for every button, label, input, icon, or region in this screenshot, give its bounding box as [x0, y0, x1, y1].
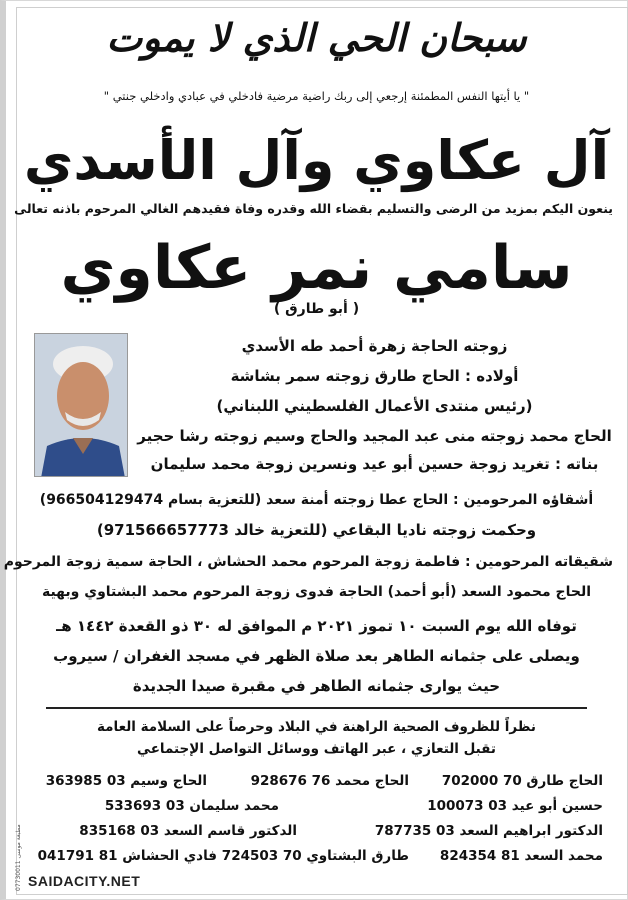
brothers-line: أشقاؤه المرحومين : الحاج عطا زوجته أمنة سعد (للتعزية بسام 966504129474) — [39, 492, 594, 508]
sisters-line: شقيقاته المرحومين : فاطمة زوجة المرحوم محمد الحشاش ، الحاجة سمية زوجة المرحوم — [3, 554, 613, 570]
deceased-photo — [34, 333, 128, 477]
brothers-line-2: وحكمت زوجته ناديا البقاعي (للتعزية خالد 971566657773) — [96, 521, 537, 539]
prayer-line: ويصلى على جثمانه الطاهر بعد صلاة الظهر في مسجد الغفران / سيروب — [53, 647, 580, 665]
contact-qassem: الدكتور قاسم السعد 03 835168 — [79, 823, 297, 839]
wife-line: زوجته الحاجة زهرة أحمد طه الأسدي — [241, 337, 508, 355]
sons-line-2: الحاج محمد زوجته منى عبد المجيد والحاج وسيم زوجته رشا حجير — [137, 427, 612, 445]
top-calligraphy-title: سبحان الحي الذي لا يموت — [106, 15, 527, 60]
contact-tareq-bashtawi: طارق البشتاوي 70 724503 — [221, 848, 409, 864]
deceased-name: سامي نمر عكاوي — [60, 233, 573, 303]
deceased-nickname: ( أبو طارق ) — [273, 301, 360, 317]
contact-wassim: الحاج وسيم 03 363985 — [45, 773, 207, 789]
burial-line: حيث يوارى جثمانه الطاهر في مقبرة صيدا الجديدة — [132, 677, 501, 695]
portrait-image — [35, 334, 128, 477]
quran-verse: " يا أيتها النفس المطمئنة إرجعي إلى ربك راضية مرضية فادخلي في عبادي وادخلي جنتي " — [103, 89, 530, 103]
divider-line — [46, 707, 587, 709]
contact-fadi: فادي الحشاش 81 041791 — [37, 848, 217, 864]
site-watermark: SAIDACITY.NET — [28, 873, 141, 889]
printer-note: مطبعة موسى 07730011 — [15, 824, 22, 891]
notice-line-2: تقبل التعازي ، عبر الهاتف ووسائل التواصل الإجتماعي — [137, 741, 496, 757]
contact-mohammad-saad: محمد السعد 81 824354 — [439, 848, 603, 864]
contact-mohammad-sleiman: محمد سليمان 03 533693 — [104, 798, 279, 814]
sisters-line-2: الحاج محمود السعد (أبو أحمد) الحاجة فدوى زوجة المرحوم محمد البشتاوي وبهية — [41, 584, 592, 600]
daughters-line: بناته : تغريد زوجة حسين أبو عيد ونسرين زوجة محمد سليمان — [150, 455, 599, 473]
contact-mohammad: الحاج محمد 76 928676 — [250, 773, 409, 789]
families-title: آل عكاوي وآل الأسدي — [23, 129, 610, 192]
contact-tareq: الحاج طارق 70 702000 — [441, 773, 603, 789]
title-line: (رئيس منتدى الأعمال الفلسطيني اللبناني) — [216, 397, 533, 415]
sons-line: أولاده : الحاج طارق زوجته سمر بشاشة — [230, 367, 519, 385]
death-date-line: توفاه الله يوم السبت ١٠ تموز ٢٠٢١ م الموافق له ٣٠ ذو القعدة ١٤٤٢ هـ — [56, 617, 577, 635]
intro-line: ينعون اليكم بمزيد من الرضى والتسليم بقضاء الله وقدره وفاة فقيدهم الغالي المرحوم باذنه تعالى — [14, 201, 613, 216]
contact-ibrahim: الدكتور ابراهيم السعد 03 787735 — [374, 823, 603, 839]
notice-line-1: نظراً للظروف الصحية الراهنة في البلاد وحرصاً على السلامة العامة — [96, 719, 537, 735]
contact-hussein: حسين أبو عيد 03 100073 — [427, 798, 603, 814]
